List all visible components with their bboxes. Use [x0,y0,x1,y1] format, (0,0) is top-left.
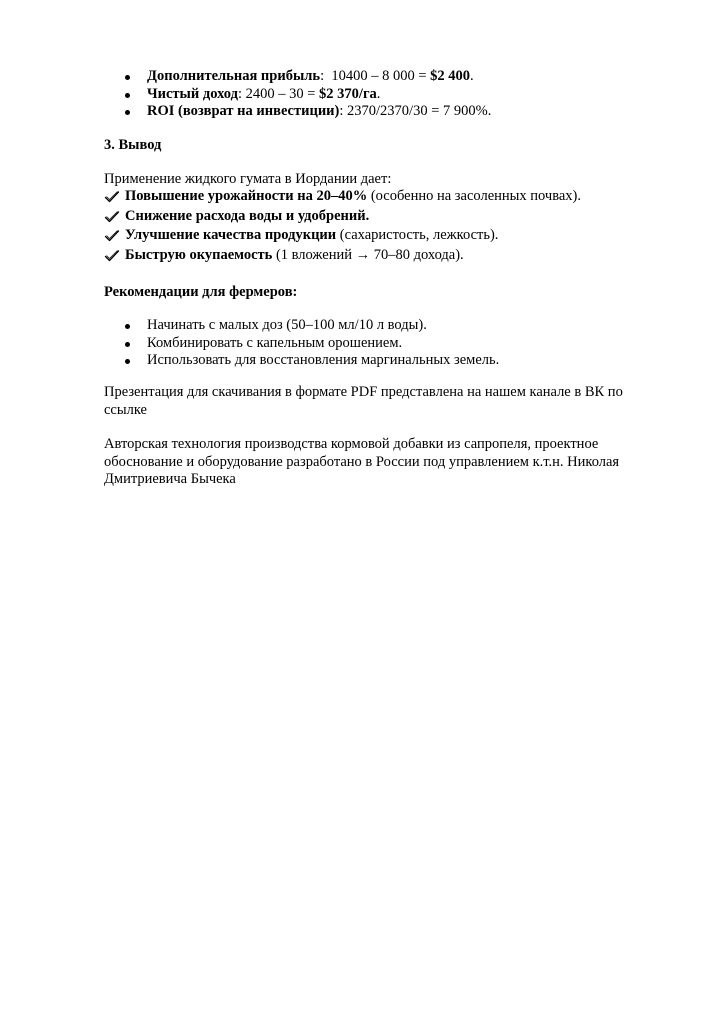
check-mark-icon [104,190,120,204]
check-bold: Быструю окупаемость [125,246,273,263]
check-mark-icon [104,249,120,263]
profit-list [104,68,644,121]
check-mark-icon [104,229,120,243]
recommendation-text: Комбинировать с капельным орошением. [147,334,403,351]
profit-label: Дополнительная прибыль [147,68,321,84]
bullet-dot [125,342,130,347]
recommendations-block [104,317,644,370]
profit-list-block [104,68,644,121]
list-item [104,227,644,247]
profit-value: $2 400 [430,68,471,84]
profit-tail: . [470,68,474,84]
author-line: Дмитриевича Бычека [104,471,236,487]
conclusion-checks-block [104,188,644,266]
conclusion-heading: 3. Вывод [104,137,162,153]
bullet-dot [125,93,130,98]
bullet-dot [125,359,130,364]
bullet-dot [125,75,130,80]
roi-label: ROI (возврат на инвестиции) [147,103,340,119]
net-income-formula: 2400 – 30 = [245,85,320,102]
roi-sep: : [339,103,348,119]
recommendations-list [104,317,644,370]
presentation-paragraph [104,384,644,419]
check-bold: Повышение урожайности на 20–40% [125,188,368,204]
list-item [104,103,644,121]
author-line: Авторская технология производства кормовой добавки из сапропеля, проектное [104,436,599,452]
net-income-value: $2 370/га [319,85,377,102]
check-rest: (особенно на засоленных почвах). [367,188,581,204]
conclusion-checks [104,188,644,266]
net-income-label: Чистый доход [147,85,238,102]
list-item [104,86,644,104]
bullet-dot [125,110,130,115]
author-paragraph [104,436,644,489]
recommendations-heading: Рекомендации для фермеров: [104,284,298,300]
check-rest: . [365,207,370,224]
profit-formula: 10400 – 8 000 = [331,68,431,84]
list-item [104,317,644,335]
list-item [104,352,644,370]
check-bold: Снижение расхода воды и удобрений [125,207,366,224]
list-item [104,188,644,208]
check-mark-icon [104,210,120,224]
check-bold: Улучшение качества продукции [125,227,337,243]
bullet-dot [125,324,130,329]
roi-formula: 2370/2370/30 = 7 900%. [347,103,492,119]
recommendation-text: Использовать для восстановления маргинальных земель. [147,352,500,368]
list-item [104,68,644,86]
list-item [104,335,644,353]
check-rest: (1 вложений → 70–80 дохода). [272,246,464,263]
check-rest: (сахаристость, лежкость). [336,227,499,243]
presentation-link-text: ссылке [104,401,147,418]
profit-sep: : [320,68,332,84]
list-item [104,247,644,267]
presentation-line: Презентация для скачивания в формате PDF представлена на нашем канале в ВК по [104,384,623,400]
conclusion-intro: Применение жидкого гумата в Иордании дает: [104,171,392,187]
net-income-sep: : [237,85,246,102]
net-income-tail: . [376,85,381,102]
author-line: обоснование и оборудование разработано в России под управлением к.т.н. Николая [104,453,620,470]
recommendation-text: Начинать с малых доз (50–100 мл/10 л воды). [147,317,427,333]
list-item [104,208,644,228]
